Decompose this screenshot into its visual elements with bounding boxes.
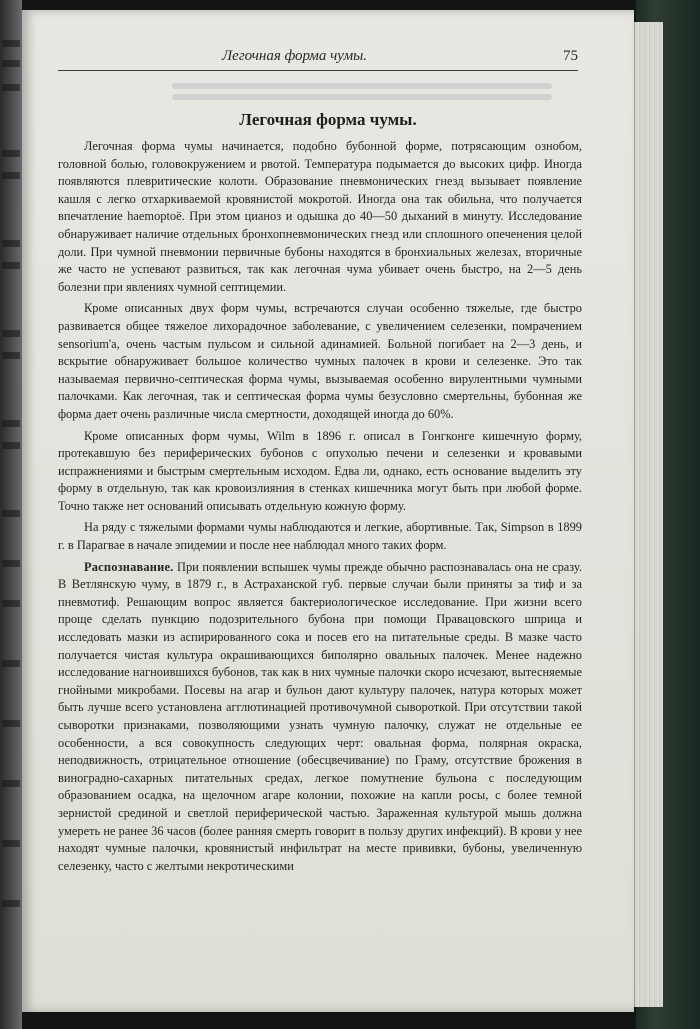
paragraph-abortive-forms: На ряду с тяжелыми формами чумы наблюдаются и легкие, абортивные. Так, Simpson в 1899 г. в Парагвае в начале эпидемии и после нее наблюдал много таких форм. <box>58 520 582 553</box>
paragraph-diagnosis <box>58 559 582 876</box>
diagnosis-heading: Распознавание. <box>84 559 174 574</box>
section-title: Легочная форма чумы. <box>239 110 417 129</box>
running-head <box>58 48 578 71</box>
running-head-title: Легочная форма чумы. <box>222 48 368 64</box>
book-page <box>22 10 634 1012</box>
show-through-text <box>172 78 552 108</box>
diagnosis-text: При появлении вспышек чумы прежде обычно распознавалась она не сразу. В Ветлянскую чуму, в 1879 г., в Астраханской губ. первые случаи были приняты за тиф и за пневмотиф. Решающим вопрос является бактериологическое исследование. При жизни всего проще сделать пункцию подозрительного бубона при помощи Правацовского шприца и исследовать мазки из аспирированного сока и посев его на питательные среды. В мазке часто получается чистая культура окрашивающихся биполярно овальных палочек. Менее надежно исследование нагноившихся бубонов, так как в них чумные палочки скоро исчезают, вытесняемые гнойными микробами. Посевы на агар и бульон дают культуру палочек, натура которых может быть лучше всего установлена агглютинацией противочумной сывороткой. При отсутствии такой сыворотки признаками, позволяющими узнать чумную палочку, служат не отдельные ее особенности, а вся совокупность следующих черт: овальная форма, полярная окраска, неподвижность, отрицательное отношение (обесцвечивание) по Граму, отсутствие брожения в виноградно-сахарных питательных средах, легкое помутнение бульона с последующим образованием осадка, на щелочном агаре колонии, похожие на капли росы, с более темной зернистой срединой и светлой периферической частью. Зараженная культурой мышь должна умереть не ранее 36 часов (более ранняя смерть говорит в пользу других инфекций). В крови у нее находят чумные палочки, кровянистый инфильтрат на месте прививки, бубоны, увеличенную селезенку, часто с желтыми некротическими <box>58 559 582 873</box>
paragraph-intestinal-form: Кроме описанных форм чумы, Wilm в 1896 г. описал в Гонгконге кишечную форму, протекавшую без периферических бубонов с опухолью печени и селезенки и кровавыми испражнениями и быстрым смертельным исходом. Едва ли, однако, есть основание выделить эту форму в отдельную, так как кровоизлияния в стенках кишечника могут быть при любой форме. Точно также нет оснований описывать отдельную кожную форму. <box>58 428 582 513</box>
page-edges <box>634 22 663 1007</box>
previous-page-edge <box>0 0 22 1029</box>
page-number: 75 <box>563 48 578 64</box>
body-text <box>58 138 582 875</box>
paragraph-pulmonary-form: Легочная форма чумы начинается, подобно бубонной форме, потрясающим ознобом, головной болью, головокружением и рвотой. Температура подымается до высоких цифр. Иногда появляются плевритические колоти. Образование пневмонических гнезд вызывает появление кашля с легко отхаркиваемой кровянистой мокротой. Иногда она так обильна, что получается впечатление haemoptoë. При этом цианоз и одышка до 40—50 дыханий в минуту. Исследование обнаруживает наличие отдельных бронхопневмонических гнезд или сплошного опеченения целой доли. При чумной пневмонии первичные бубоны находятся в бронхиальных железах, вторичные же часто не успевают развиться, так как легочная чума убивает очень быстро, на 2—5 день болезни при явлениях чумной септицемии. <box>58 139 582 294</box>
paragraph-septic-form: Кроме описанных двух форм чумы, встречаются случаи особенно тяжелые, где быстро развивается общее тяжелое лихорадочное заболевание, с увеличением селезенки, помрачением sensorium'a, очень частым пульсом и сильной адинамией. Больной погибает на 2—3 день, и вскрытие обнаруживает большое количество чумных палочек в крови и селезенке. Это так называемая первично-септическая форма чумы, вызываемая особенно вирулентными чумными палочками. Как легочная, так и септическая форма чумы безусловно смертельны, бубонная же форма дает очень различные числа смертности, доходящей иногда до 60%. <box>58 301 582 421</box>
